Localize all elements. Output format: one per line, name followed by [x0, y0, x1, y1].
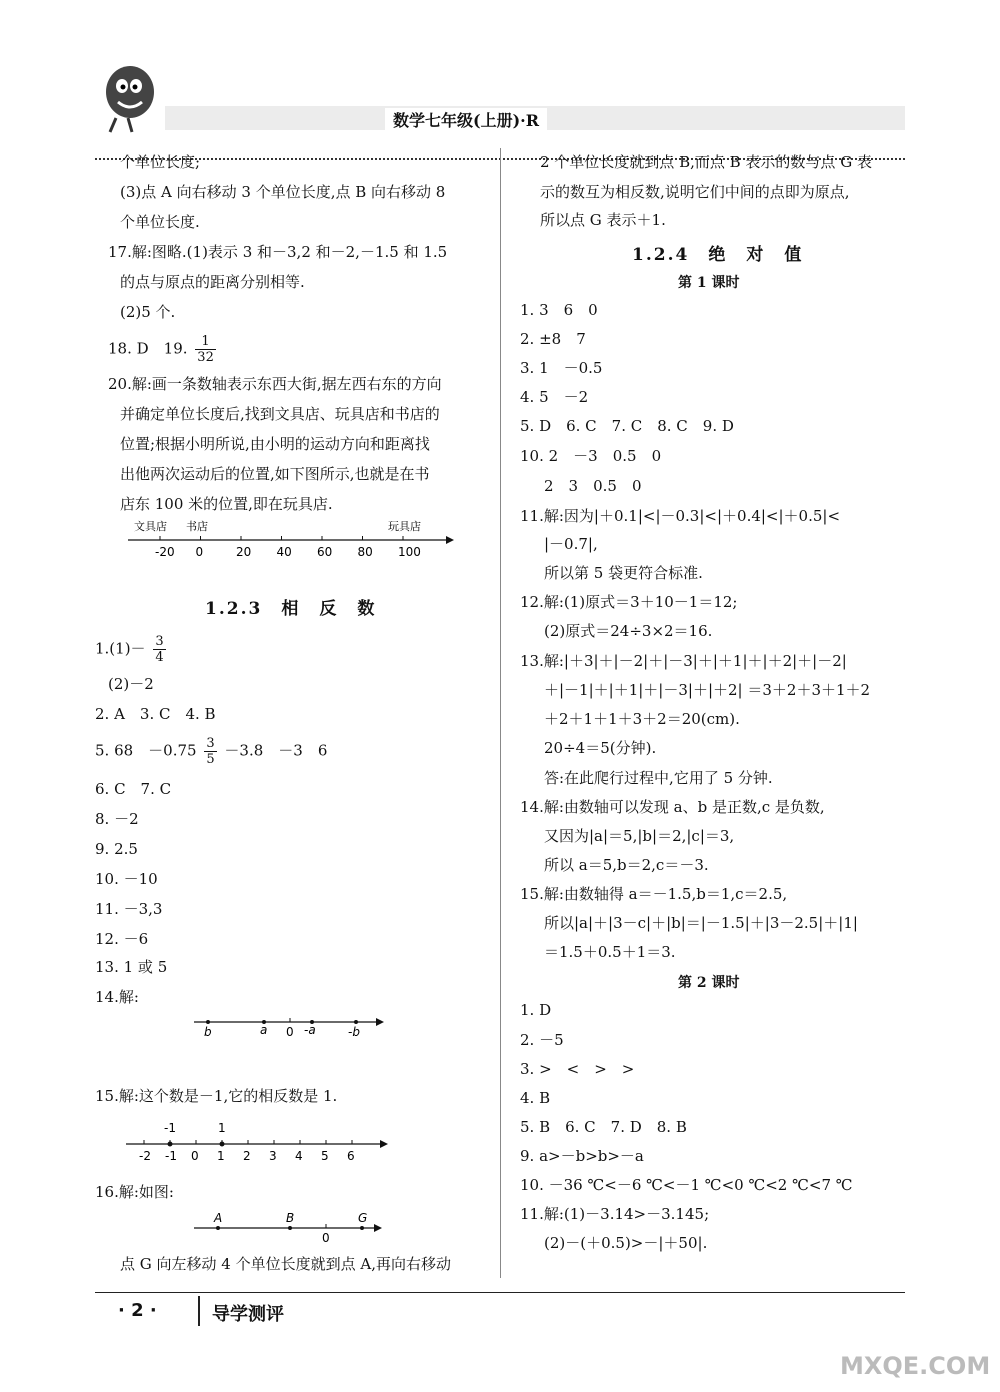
answer-16: 16.解:如图: — [95, 1183, 174, 1201]
tick-label: 80 — [357, 545, 373, 559]
text-line: 所以|a|＋|3－c|＋|b|＝|－1.5|＋|3－2.5|＋|1| — [544, 914, 858, 932]
text-line: 并确定单位长度后,找到文具店、玩具店和书店的 — [120, 405, 440, 423]
lesson-2-heading: 第 2 课时 — [678, 975, 740, 991]
answer-15: 15.解:这个数是－1,它的相反数是 1. — [95, 1087, 338, 1105]
answer-4: 4. B — [520, 1089, 551, 1107]
tick-label: 100 — [398, 545, 421, 559]
tick-label: -2 — [139, 1149, 151, 1163]
text-line: 个单位长度. — [120, 213, 200, 231]
answer-11: 11. －3,3 — [95, 900, 163, 918]
tick-label: -1 — [165, 1149, 177, 1163]
text-line: ＋2＋1＋1＋3＋2＝20(cm). — [544, 710, 740, 728]
point-neg-b: -b — [348, 1025, 360, 1039]
text-line: (2)原式＝24÷3×2＝16. — [544, 622, 713, 640]
answer-8: 8. －2 — [95, 810, 139, 828]
label-toy-store: 玩具店 — [388, 520, 421, 533]
tick-label: 0 — [191, 1149, 199, 1163]
fraction: $\frac{3}{4}$ — [155, 634, 164, 665]
text-line: (3)点 A 向右移动 3 个单位长度,点 B 向右移动 8 — [120, 183, 446, 201]
answer-5-8: 5. B 6. C 7. D 8. B — [520, 1118, 687, 1136]
mascot-logo — [98, 62, 160, 134]
text-line: 出他两次运动后的位置,如下图所示,也就是在书 — [120, 465, 430, 483]
answer-2-4: 2. A 3. C 4. B — [95, 705, 216, 723]
answer-3: 3. 1 －0.5 — [520, 359, 603, 377]
origin-label: 0 — [286, 1025, 294, 1039]
number-line-figure-15 — [122, 1118, 392, 1166]
text-line: |－0.7|, — [544, 535, 598, 553]
answer-12: 12. －6 — [95, 930, 149, 948]
label-bookstore: 书店 — [186, 520, 208, 533]
answer-15: 15.解:由数轴得 a＝－1.5,b＝1,c＝2.5, — [520, 885, 788, 903]
text-line: 个单位长度; — [120, 153, 201, 171]
footer-rule — [95, 1292, 905, 1293]
answer-4: 4. 5 －2 — [520, 388, 589, 406]
answer-1: 1. D — [520, 1001, 552, 1019]
text-line: 所以 a＝5,b＝2,c＝－3. — [544, 856, 709, 874]
text-line: 所以点 G 表示＋1. — [540, 211, 666, 229]
lesson-1-heading: 第 1 课时 — [678, 275, 740, 291]
fraction: $\frac{1}{32}$ — [197, 334, 214, 365]
number-line-figure-16 — [190, 1208, 390, 1244]
header-title: 数学七年级(上册)·R — [385, 108, 547, 131]
page-number: · 2 · — [118, 1300, 157, 1321]
point-B-label: B — [286, 1211, 295, 1225]
point-a: a — [260, 1023, 268, 1037]
tick-label: 5 — [321, 1149, 329, 1163]
answer-13: 13. 1 或 5 — [95, 958, 168, 976]
answer-11: 11.解:(1)－3.14>－3.145; — [520, 1205, 710, 1223]
answer-5-9: 5. D 6. C 7. C 8. C 9. D — [520, 417, 734, 435]
section-title-1-2-3: 1.2.3 相 反 数 — [205, 599, 377, 619]
watermark: MXQE.COM — [840, 1352, 991, 1380]
tick-label: 1 — [217, 1149, 225, 1163]
answer-1: 1. 3 6 0 — [520, 301, 598, 319]
point-b: b — [204, 1025, 212, 1039]
section-title-1-2-4: 1.2.4 绝 对 值 — [632, 245, 804, 265]
text-line: 2 个单位长度就到点 B,而点 B 表示的数与点 G 表 — [540, 153, 872, 171]
answer-6-7: 6. C 7. C — [95, 780, 172, 798]
footer-brand: 导学测评 — [212, 1304, 284, 1325]
tick-label: -20 — [155, 545, 175, 559]
text-line: 的点与原点的距离分别相等. — [120, 273, 305, 291]
answer-11: 11.解:因为|＋0.1|<|－0.3|<|＋0.4|<|＋0.5|< — [520, 507, 841, 525]
label-neg-one: -1 — [164, 1121, 176, 1135]
point-neg-a: -a — [304, 1023, 316, 1037]
label-pos-one: 1 — [218, 1121, 226, 1135]
origin-label: 0 — [322, 1231, 330, 1244]
text-line: 点 G 向左移动 4 个单位长度就到点 A,再向右移动 — [120, 1255, 451, 1273]
tick-label: 3 — [269, 1149, 277, 1163]
column-divider — [500, 148, 501, 1278]
label-stationery-store: 文具店 — [134, 520, 167, 533]
answer-14: 14.解:由数轴可以发现 a、b 是正数,c 是负数, — [520, 798, 825, 816]
answer-17: 17.解:图略.(1)表示 3 和－3,2 和－2,－1.5 和 1.5 — [108, 243, 448, 261]
text-line: 2 3 0.5 0 — [544, 477, 642, 495]
text-line: 又因为|a|＝5,|b|＝2,|c|＝3, — [544, 827, 735, 845]
fraction: $\frac{3}{5}$ — [206, 736, 215, 767]
answer-1: 1.(1)－ $\frac{3}{4}$ — [95, 634, 164, 665]
text-line: (2)5 个. — [120, 303, 176, 321]
tick-label: 40 — [276, 545, 292, 559]
answer-10: 10. 2 －3 0.5 0 — [520, 447, 662, 465]
text-line: 20÷4＝5(分钟). — [544, 739, 657, 757]
point-A-label: A — [214, 1211, 223, 1225]
text-line: 店东 100 米的位置,即在玩具店. — [120, 495, 333, 513]
answer-12: 12.解:(1)原式＝3＋10－1＝12; — [520, 593, 738, 611]
point-G-label: G — [358, 1211, 368, 1225]
tick-label: 6 — [347, 1149, 355, 1163]
text-line: ＋|－1|＋|＋1|＋|－3|＋|＋2| ＝3＋2＋3＋1＋2 — [544, 681, 871, 699]
answer-3: 3. > < > > — [520, 1060, 635, 1078]
text-line: (2)－2 — [108, 675, 154, 693]
tick-label: 2 — [243, 1149, 251, 1163]
footer-divider — [198, 1296, 200, 1326]
answer-9: 9. a>－b>b>－a — [520, 1147, 644, 1165]
tick-label: 0 — [195, 545, 204, 559]
answer-18-19: 18. D 19. $\frac{1}{32}$ — [108, 334, 214, 365]
answer-2: 2. ±8 7 — [520, 330, 586, 348]
text-line: 答:在此爬行过程中,它用了 5 分钟. — [544, 769, 773, 787]
answer-14: 14.解: — [95, 988, 139, 1006]
tick-label: 60 — [317, 545, 333, 559]
answer-2: 2. －5 — [520, 1031, 564, 1049]
answer-10: 10. －10 — [95, 870, 158, 888]
text-line: 所以第 5 袋更符合标准. — [544, 564, 703, 582]
answer-5: 5. 68 －0.75 $\frac{3}{5}$ －3.8 －3 6 — [95, 736, 328, 767]
number-line-figure-20 — [120, 518, 460, 564]
answer-10: 10. －36 ℃<－6 ℃<－1 ℃<0 ℃<2 ℃<7 ℃ — [520, 1176, 853, 1194]
number-line-figure-14 — [190, 1010, 390, 1042]
tick-label: 4 — [295, 1149, 303, 1163]
answer-13: 13.解:|＋3|＋|－2|＋|－3|＋|＋1|＋|＋2|＋|－2| — [520, 652, 847, 670]
text-line: 位置;根据小明所说,由小明的运动方向和距离找 — [120, 435, 430, 453]
answer-20: 20.解:画一条数轴表示东西大街,据左西右东的方向 — [108, 375, 442, 393]
answer-9: 9. 2.5 — [95, 840, 138, 858]
text-line: ＝1.5＋0.5＋1＝3. — [544, 943, 676, 961]
text-line: (2)－(＋0.5)>－|＋50|. — [544, 1234, 708, 1252]
tick-label: 20 — [236, 545, 252, 559]
text-line: 示的数互为相反数,说明它们中间的点即为原点, — [540, 183, 850, 201]
